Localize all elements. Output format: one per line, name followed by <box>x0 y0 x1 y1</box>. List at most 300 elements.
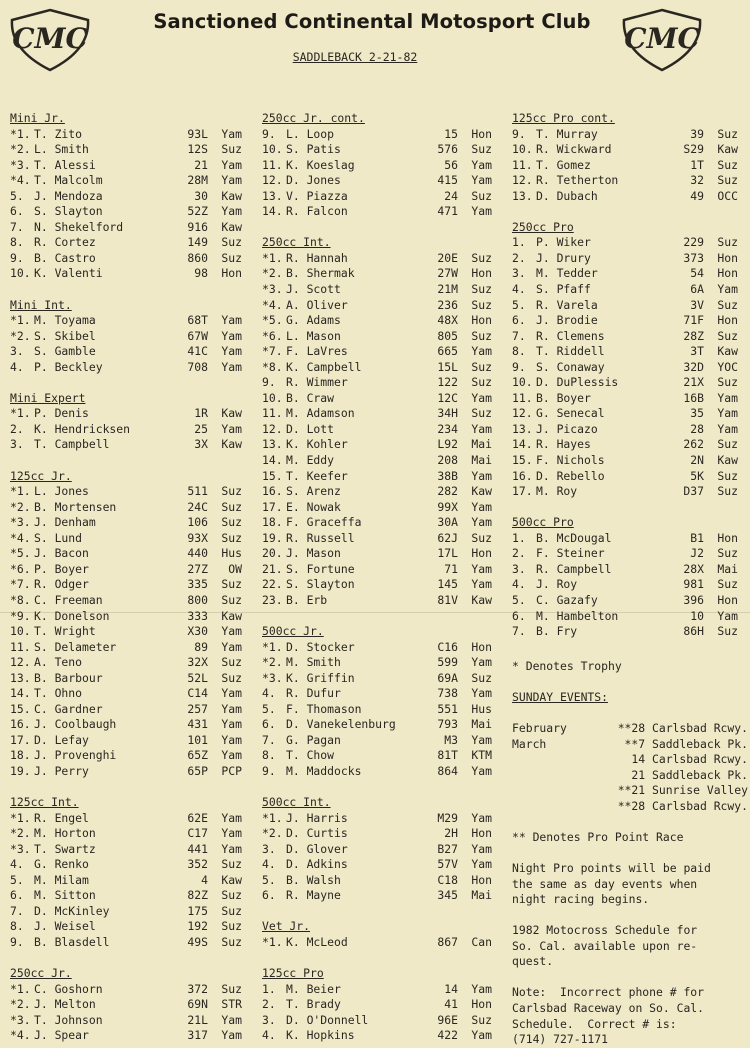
position: 12. <box>10 655 31 670</box>
bike-make: Yam <box>221 624 242 639</box>
race-number: 396 <box>683 592 704 607</box>
result-row <box>262 158 492 174</box>
rider-name: B. McDougal <box>536 530 612 545</box>
position: *4. <box>262 297 283 312</box>
result-row <box>512 469 738 485</box>
event-date-venue: 21 Saddleback Pk. <box>631 767 748 782</box>
race-number: 21 <box>194 157 208 172</box>
race-number: 708 <box>187 359 208 374</box>
result-row <box>512 609 738 625</box>
position: 3. <box>512 266 526 281</box>
bike-make: Yam <box>471 390 492 405</box>
race-number: 551 <box>437 701 458 716</box>
race-number: 2N <box>690 453 704 468</box>
position: 14. <box>512 437 533 452</box>
position: 6. <box>512 313 526 328</box>
position: 4. <box>262 686 276 701</box>
rider-name: D. Dubach <box>536 188 598 203</box>
race-number: B27 <box>437 841 458 856</box>
race-number: 3T <box>690 344 704 359</box>
schedule-note-line: quest. <box>512 954 554 969</box>
race-number: 236 <box>437 297 458 312</box>
result-row <box>512 235 738 251</box>
bike-make: Hon <box>471 872 492 887</box>
race-number: 257 <box>187 701 208 716</box>
rider-name: J. Weisel <box>34 919 96 934</box>
result-row <box>262 764 492 780</box>
result-row <box>512 344 738 360</box>
position: 2. <box>512 250 526 265</box>
bike-make: Suz <box>471 359 492 374</box>
race-number: 106 <box>187 515 208 530</box>
race-number: 3X <box>194 437 208 452</box>
result-row <box>262 282 492 298</box>
race-number: 471 <box>437 204 458 219</box>
bike-make: Suz <box>471 530 492 545</box>
event-month <box>512 783 590 799</box>
bike-make: Yam <box>221 359 242 374</box>
bike-make: Hon <box>717 530 738 545</box>
bike-make: Hus <box>221 546 242 561</box>
result-row <box>262 577 492 593</box>
result-row <box>262 671 492 687</box>
race-number: 56 <box>444 157 458 172</box>
position: 9. <box>262 763 276 778</box>
result-row <box>262 406 492 422</box>
position: *3. <box>10 1012 31 1027</box>
result-row <box>10 313 242 329</box>
result-row <box>10 671 242 687</box>
result-row <box>262 997 492 1013</box>
position: 15. <box>512 453 533 468</box>
position: 14. <box>262 204 283 219</box>
result-row <box>262 748 492 764</box>
race-number: 234 <box>437 421 458 436</box>
position: 3. <box>10 344 24 359</box>
position: *1. <box>262 934 283 949</box>
class-heading: 125cc Pro cont. <box>512 111 615 125</box>
bike-make: Suz <box>717 173 738 188</box>
race-number: 145 <box>437 577 458 592</box>
race-number: M29 <box>437 810 458 825</box>
race-number: 12S <box>187 142 208 157</box>
rider-name: T. Keefer <box>286 468 348 483</box>
rider-name: S. Slayton <box>286 577 355 592</box>
rider-name: L. Smith <box>34 142 89 157</box>
position: *2. <box>10 328 31 343</box>
position: 9. <box>10 934 24 949</box>
rider-name: R. Clemens <box>536 328 605 343</box>
bike-make: Suz <box>471 375 492 390</box>
race-number: 27Z <box>187 561 208 576</box>
rider-name: J. Provenghi <box>34 748 117 763</box>
result-row <box>512 593 738 609</box>
rider-name: K. Hopkins <box>286 1028 355 1043</box>
result-row <box>10 515 242 531</box>
bike-make: Suz <box>717 126 738 141</box>
race-number: 1T <box>690 157 704 172</box>
event-date-venue: **7 Saddleback Pk. <box>624 736 748 751</box>
result-row <box>10 873 242 889</box>
rider-name: B. Boyer <box>536 390 591 405</box>
race-number: 4 <box>201 872 208 887</box>
race-number: 30A <box>437 515 458 530</box>
bike-make: Hon <box>471 997 492 1012</box>
position: *1. <box>10 406 31 421</box>
race-number: 25 <box>194 421 208 436</box>
bike-make: Yam <box>221 204 242 219</box>
rider-name: P. Denis <box>34 406 89 421</box>
result-row <box>262 826 492 842</box>
result-row <box>512 127 738 143</box>
result-row <box>512 406 738 422</box>
race-number: 93L <box>187 126 208 141</box>
result-row <box>10 531 242 547</box>
rider-name: S. Patis <box>286 142 341 157</box>
race-number: L92 <box>437 437 458 452</box>
event-month <box>512 768 590 784</box>
bike-make: OCC <box>717 188 738 203</box>
rider-name: M. Milam <box>34 872 89 887</box>
rider-name: J. Bacon <box>34 546 89 561</box>
position: 13. <box>10 670 31 685</box>
race-number: 12C <box>437 390 458 405</box>
bike-make: Yam <box>221 1012 242 1027</box>
result-row <box>10 624 242 640</box>
bike-make: Suz <box>221 919 242 934</box>
result-row <box>262 266 492 282</box>
cmc-logo-left <box>4 6 96 74</box>
rider-name: F. Nichols <box>536 453 605 468</box>
position: 4. <box>10 359 24 374</box>
position: *7. <box>262 344 283 359</box>
position: 1. <box>512 235 526 250</box>
result-row <box>262 375 492 391</box>
race-number: 441 <box>187 841 208 856</box>
race-number: 229 <box>683 235 704 250</box>
result-row <box>10 1028 242 1044</box>
position: 7. <box>262 732 276 747</box>
result-row <box>262 686 492 702</box>
event-date-venue: 14 Carlsbad Rcwy. <box>631 752 748 767</box>
result-row <box>512 360 738 376</box>
position: 10. <box>10 624 31 639</box>
bike-make: Hon <box>717 250 738 265</box>
position: 6. <box>262 717 276 732</box>
race-number: 32X <box>187 655 208 670</box>
bike-make: Suz <box>471 250 492 265</box>
position: *1. <box>262 250 283 265</box>
race-number: 52Z <box>187 204 208 219</box>
position: 4. <box>10 857 24 872</box>
race-number: 665 <box>437 344 458 359</box>
race-number: 864 <box>437 763 458 778</box>
bike-make: Yam <box>221 344 242 359</box>
position: *9. <box>10 608 31 623</box>
position: 17. <box>262 499 283 514</box>
race-number: 49S <box>187 934 208 949</box>
event-date-venue: **28 Carlsbad Rcwy. <box>617 721 748 736</box>
bike-make: Yam <box>717 608 738 623</box>
race-number: B1 <box>690 530 704 545</box>
bike-make: Suz <box>221 857 242 872</box>
result-row <box>512 189 738 205</box>
event-row <box>512 799 748 815</box>
rider-name: B. Mortensen <box>34 499 117 514</box>
rider-name: M. Tedder <box>536 266 598 281</box>
position: 13. <box>512 188 533 203</box>
race-number: 65P <box>187 763 208 778</box>
rider-name: K. Campbell <box>286 359 362 374</box>
race-number: 345 <box>437 888 458 903</box>
rider-name: J. Drury <box>536 250 591 265</box>
bike-make: Suz <box>717 484 738 499</box>
position: 3. <box>512 561 526 576</box>
rider-name: K. McLeod <box>286 934 348 949</box>
result-row <box>512 266 738 282</box>
rider-name: M. Eddy <box>286 453 335 468</box>
result-row <box>262 842 492 858</box>
bike-make: Hon <box>717 592 738 607</box>
bike-make: Suz <box>471 670 492 685</box>
rider-name: J. Perry <box>34 763 89 778</box>
rider-name: D. Rebello <box>536 468 605 483</box>
race-number: 71F <box>683 313 704 328</box>
position: 5. <box>512 297 526 312</box>
rider-name: P. Wiker <box>536 235 591 250</box>
race-number: 28 <box>690 421 704 436</box>
rider-name: E. Nowak <box>286 499 341 514</box>
race-number: 738 <box>437 686 458 701</box>
rider-name: F. Graceffa <box>286 515 362 530</box>
result-row <box>262 702 492 718</box>
class-heading: 500cc Jr. <box>262 624 324 639</box>
position: 7. <box>512 328 526 343</box>
race-number: 981 <box>683 577 704 592</box>
bike-make: Suz <box>717 328 738 343</box>
result-row <box>10 204 242 220</box>
bike-make: Hon <box>471 546 492 561</box>
rider-name: P. Boyer <box>34 561 89 576</box>
result-row <box>262 1013 492 1029</box>
race-number: 24 <box>444 188 458 203</box>
rider-name: D. Glover <box>286 841 348 856</box>
result-row <box>10 842 242 858</box>
rider-name: R. Odger <box>34 577 89 592</box>
position: 5. <box>10 872 24 887</box>
position: 11. <box>262 406 283 421</box>
rider-name: F. Thomason <box>286 701 362 716</box>
race-number: 81T <box>437 748 458 763</box>
position: 17. <box>512 484 533 499</box>
bike-make: Suz <box>717 235 738 250</box>
race-number: 21M <box>437 282 458 297</box>
race-number: 317 <box>187 1028 208 1043</box>
bike-make: Suz <box>717 468 738 483</box>
race-number: 71 <box>444 561 458 576</box>
race-number: 68T <box>187 313 208 328</box>
result-row <box>262 127 492 143</box>
race-number: 99X <box>437 499 458 514</box>
bike-make: Suz <box>221 934 242 949</box>
rider-name: K. Kohler <box>286 437 348 452</box>
result-row <box>10 593 242 609</box>
race-number: 576 <box>437 142 458 157</box>
bike-make: Mai <box>471 717 492 732</box>
rider-name: J. Mason <box>286 546 341 561</box>
result-row <box>262 935 492 951</box>
rider-name: M. Smith <box>286 655 341 670</box>
result-row <box>10 982 242 998</box>
bike-make: Kaw <box>221 608 242 623</box>
bike-make: Yam <box>471 841 492 856</box>
event-row <box>512 721 748 737</box>
phone-note-line: (714) 727-1171 <box>512 1032 609 1047</box>
result-row <box>10 997 242 1013</box>
race-number: 372 <box>187 981 208 996</box>
race-number: 175 <box>187 903 208 918</box>
bike-make: Yam <box>221 841 242 856</box>
rider-name: D. O'Donnell <box>286 1012 369 1027</box>
position: 18. <box>262 515 283 530</box>
position: 9. <box>262 375 276 390</box>
bike-make: Yam <box>471 981 492 996</box>
result-row <box>262 1028 492 1044</box>
race-number: 62E <box>187 810 208 825</box>
rider-name: R. Russell <box>286 530 355 545</box>
result-row <box>262 873 492 889</box>
race-number: C17 <box>187 826 208 841</box>
position: 14. <box>10 686 31 701</box>
race-number: 35 <box>690 406 704 421</box>
bike-make: Yam <box>221 717 242 732</box>
position: 12. <box>262 173 283 188</box>
bike-make: Yam <box>717 421 738 436</box>
race-number: 17L <box>437 546 458 561</box>
result-row <box>10 360 242 376</box>
race-number: 192 <box>187 919 208 934</box>
bike-make: Yam <box>471 686 492 701</box>
rider-name: P. Beckley <box>34 359 103 374</box>
bike-make: Suz <box>717 375 738 390</box>
race-number: 122 <box>437 375 458 390</box>
race-number: 21L <box>187 1012 208 1027</box>
race-number: 599 <box>437 655 458 670</box>
rider-name: M. Toyama <box>34 313 96 328</box>
rider-name: S. Slayton <box>34 204 103 219</box>
rider-name: M. Beier <box>286 981 341 996</box>
class-heading: 250cc Pro <box>512 219 574 234</box>
rider-name: V. Piazza <box>286 188 348 203</box>
bike-make: Yam <box>471 732 492 747</box>
race-number: 867 <box>437 934 458 949</box>
position: 5. <box>512 592 526 607</box>
rider-name: G. Pagan <box>286 732 341 747</box>
race-number: 15L <box>437 359 458 374</box>
position: 5. <box>10 188 24 203</box>
position: 7. <box>10 903 24 918</box>
position: 9. <box>262 126 276 141</box>
rider-name: J. Mendoza <box>34 188 103 203</box>
position: 6. <box>10 888 24 903</box>
bike-make: Yam <box>471 1028 492 1043</box>
bike-make: Yam <box>221 826 242 841</box>
bike-make: Suz <box>221 499 242 514</box>
position: 10. <box>262 390 283 405</box>
class-heading: Mini Int. <box>10 297 72 312</box>
result-row <box>512 158 738 174</box>
event-row <box>512 783 748 799</box>
race-number: 440 <box>187 546 208 561</box>
rider-name: S. Gamble <box>34 344 96 359</box>
race-number: 52L <box>187 670 208 685</box>
bike-make: Yam <box>221 173 242 188</box>
position: 15. <box>10 701 31 716</box>
bike-make: Yam <box>471 857 492 872</box>
rider-name: M. Maddocks <box>286 763 362 778</box>
bike-make: Suz <box>717 297 738 312</box>
class-heading: 250cc Jr. <box>10 966 72 981</box>
rider-name: D. Stocker <box>286 639 355 654</box>
position: *1. <box>262 810 283 825</box>
result-row <box>262 329 492 345</box>
bike-make: KTM <box>471 748 492 763</box>
rider-name: D. Vanekelenburg <box>286 717 396 732</box>
rider-name: T. Campbell <box>34 437 110 452</box>
position: 10. <box>512 142 533 157</box>
result-row <box>10 437 242 453</box>
event-month: February <box>512 721 567 736</box>
bike-make: Yam <box>221 686 242 701</box>
race-number: J2 <box>690 546 704 561</box>
page-title: Sanctioned Continental Motosport Club <box>153 10 591 33</box>
position: 5. <box>262 872 276 887</box>
result-row <box>262 469 492 485</box>
race-number: C16 <box>437 639 458 654</box>
bike-make: Hon <box>471 126 492 141</box>
position: 8. <box>262 748 276 763</box>
position: *1. <box>10 810 31 825</box>
result-row <box>262 142 492 158</box>
position: 2. <box>10 421 24 436</box>
race-number: 20E <box>437 250 458 265</box>
bike-make: YOC <box>717 359 738 374</box>
position: *1. <box>10 981 31 996</box>
result-row <box>10 158 242 174</box>
bike-make: Hon <box>471 313 492 328</box>
result-row <box>262 251 492 267</box>
bike-make: Can <box>471 934 492 949</box>
rider-name: D. Curtis <box>286 826 348 841</box>
bike-make: Suz <box>221 592 242 607</box>
results-column-3 <box>512 111 738 640</box>
result-row <box>262 857 492 873</box>
race-number: 30 <box>194 188 208 203</box>
result-row <box>262 173 492 189</box>
race-number: 54 <box>690 266 704 281</box>
events-list <box>512 721 748 814</box>
rider-name: J. Spear <box>34 1028 89 1043</box>
race-number: 28M <box>187 173 208 188</box>
class-heading: 500cc Int. <box>262 795 331 810</box>
race-number: 34H <box>437 406 458 421</box>
bike-make: Yam <box>221 126 242 141</box>
position: 8. <box>512 344 526 359</box>
position: 10. <box>10 266 31 281</box>
rider-name: R. Varela <box>536 297 598 312</box>
bike-make: Yam <box>221 732 242 747</box>
event-date-venue: **28 Carlsbad Rcwy. <box>617 798 748 813</box>
